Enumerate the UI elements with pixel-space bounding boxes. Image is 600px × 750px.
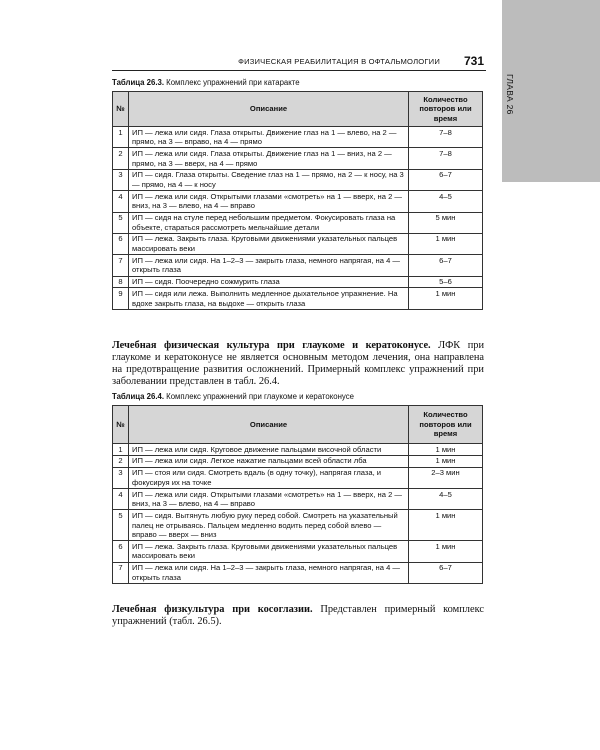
paragraph-glaucoma <box>112 340 484 388</box>
caption-text: Комплекс упражнений при глаукоме и кератоконусе <box>164 392 354 401</box>
table-26-4-caption <box>112 392 354 401</box>
row-number: 3 <box>113 467 129 488</box>
paragraph-text: Представлен примерный комплекс упражнений (табл. 26.5). <box>112 604 484 627</box>
table-row <box>113 276 483 288</box>
row-description: ИП — сидя или лежа. Выполнить медленное дыхательное упражнение. На вдохе закрыть глаза, на выдохе — открыть глаза <box>129 288 409 309</box>
row-reps: 6–7 <box>409 562 483 583</box>
paragraph-strabismus <box>112 604 484 628</box>
table-row <box>113 255 483 276</box>
row-number: 8 <box>113 276 129 288</box>
row-description: ИП — сидя на стуле перед небольшим предметом. Фокусировать глаза на объекте, стараться рассмотреть мельчайшие детали <box>129 212 409 233</box>
table-row <box>113 562 483 583</box>
column-header-number: № <box>113 406 129 444</box>
row-description: ИП — лежа или сидя. На 1–2–3 — закрыть глаза, немного напрягая, на 4 — открыть глаза <box>129 562 409 583</box>
row-number: 5 <box>113 212 129 233</box>
row-description: ИП — лежа или сидя. Круговое движение пальцами височной области <box>129 444 409 456</box>
row-number: 4 <box>113 191 129 212</box>
page-number: 731 <box>463 54 484 68</box>
running-title: ФИЗИЧЕСКАЯ РЕАБИЛИТАЦИЯ В ОФТАЛЬМОЛОГИИ <box>238 57 440 66</box>
table-row <box>113 191 483 212</box>
column-header-reps: Количество повторов или время <box>409 406 483 444</box>
row-number: 6 <box>113 233 129 254</box>
row-number: 2 <box>113 148 129 169</box>
table-row <box>113 455 483 467</box>
column-header-reps: Количество повторов или время <box>409 92 483 127</box>
table-row <box>113 444 483 456</box>
table-row <box>113 488 483 509</box>
row-description: ИП — лежа или сидя. На 1–2–3 — закрыть глаза, немного напрягая, на 4 — открыть глаза <box>129 255 409 276</box>
row-number: 2 <box>113 455 129 467</box>
row-reps: 4–5 <box>409 191 483 212</box>
table-row <box>113 541 483 562</box>
row-number: 7 <box>113 562 129 583</box>
row-reps: 1 мин <box>409 455 483 467</box>
caption-text: Комплекс упражнений при катаракте <box>164 78 300 87</box>
table-row <box>113 467 483 488</box>
chapter-tab <box>502 0 600 182</box>
table-row <box>113 212 483 233</box>
row-reps: 5 мин <box>409 212 483 233</box>
column-header-description: Описание <box>129 92 409 127</box>
column-header-description: Описание <box>129 406 409 444</box>
table-row <box>113 148 483 169</box>
chapter-tab-label: ГЛАВА 26 <box>505 74 515 115</box>
row-number: 5 <box>113 510 129 541</box>
table-26-4 <box>112 405 483 584</box>
row-number: 9 <box>113 288 129 309</box>
row-number: 1 <box>113 444 129 456</box>
paragraph-text: ЛФК при глаукоме и кератоконусе не является основным методом лечения, она направлена на предотвращение развития осложнений. Примерный комплекс упражнений при заболевании представлен в табл. 26.4. <box>112 340 485 387</box>
column-header-number: № <box>113 92 129 127</box>
row-description: ИП — лежа. Закрыть глаза. Круговыми движениями указательных пальцев массировать веки <box>129 541 409 562</box>
row-reps: 2–3 мин <box>409 467 483 488</box>
row-number: 1 <box>113 127 129 148</box>
table-26-3 <box>112 91 483 310</box>
paragraph-heading: Лечебная физическая культура при глаукоме и кератоконусе. <box>112 340 431 351</box>
row-number: 6 <box>113 541 129 562</box>
row-reps: 6–7 <box>409 169 483 190</box>
row-description: ИП — сидя. Вытянуть любую руку перед собой. Смотреть на указательный палец не отрываясь. Пальцем медленно водить перед собой влево — вправо — вверх — вниз <box>129 510 409 541</box>
caption-label: Таблица 26.4. <box>112 392 165 401</box>
row-reps: 1 мин <box>409 288 483 309</box>
row-reps: 5–6 <box>409 276 483 288</box>
row-description: ИП — лежа или сидя. Глаза открыты. Движение глаз на 1 — влево, на 2 — прямо, на 3 — вправо, на 4 — прямо <box>129 127 409 148</box>
row-description: ИП — сидя. Поочередно сожмурить глаза <box>129 276 409 288</box>
row-reps: 1 мин <box>409 510 483 541</box>
row-description: ИП — лежа или сидя. Легкое нажатие пальцами всей области лба <box>129 455 409 467</box>
row-reps: 7–8 <box>409 127 483 148</box>
row-description: ИП — стоя или сидя. Смотреть вдаль (в одну точку), напрягая глаза, и фокусируя их на точке <box>129 467 409 488</box>
paragraph-heading: Лечебная физкультура при косоглазии. <box>112 604 313 615</box>
row-number: 4 <box>113 488 129 509</box>
row-description: ИП — сидя. Глаза открыты. Сведение глаз на 1 — прямо, на 2 — к носу, на 3 — прямо, на 4 — к носу <box>129 169 409 190</box>
running-header <box>112 56 486 71</box>
table-row <box>113 288 483 309</box>
row-reps: 1 мин <box>409 541 483 562</box>
row-reps: 4–5 <box>409 488 483 509</box>
table-row <box>113 510 483 541</box>
row-reps: 1 мин <box>409 444 483 456</box>
table-26-3-caption <box>112 78 300 87</box>
row-description: ИП — лежа или сидя. Открытыми глазами «смотреть» на 1 — вверх, на 2 — вниз, на 3 — влево, на 4 — вправо <box>129 191 409 212</box>
row-number: 7 <box>113 255 129 276</box>
row-reps: 6–7 <box>409 255 483 276</box>
row-description: ИП — лежа или сидя. Глаза открыты. Движение глаз на 1 — вниз, на 2 — прямо, на 3 — вверх, на 4 — прямо <box>129 148 409 169</box>
row-reps: 1 мин <box>409 233 483 254</box>
row-number: 3 <box>113 169 129 190</box>
table-row <box>113 169 483 190</box>
table-row <box>113 233 483 254</box>
row-description: ИП — лежа. Закрыть глаза. Круговыми движениями указательных пальцев массировать веки <box>129 233 409 254</box>
row-description: ИП — лежа или сидя. Открытыми глазами «смотреть» на 1 — вверх, на 2 — вниз, на 3 — влево, на 4 — вправо <box>129 488 409 509</box>
table-row <box>113 127 483 148</box>
row-reps: 7–8 <box>409 148 483 169</box>
caption-label: Таблица 26.3. <box>112 78 165 87</box>
